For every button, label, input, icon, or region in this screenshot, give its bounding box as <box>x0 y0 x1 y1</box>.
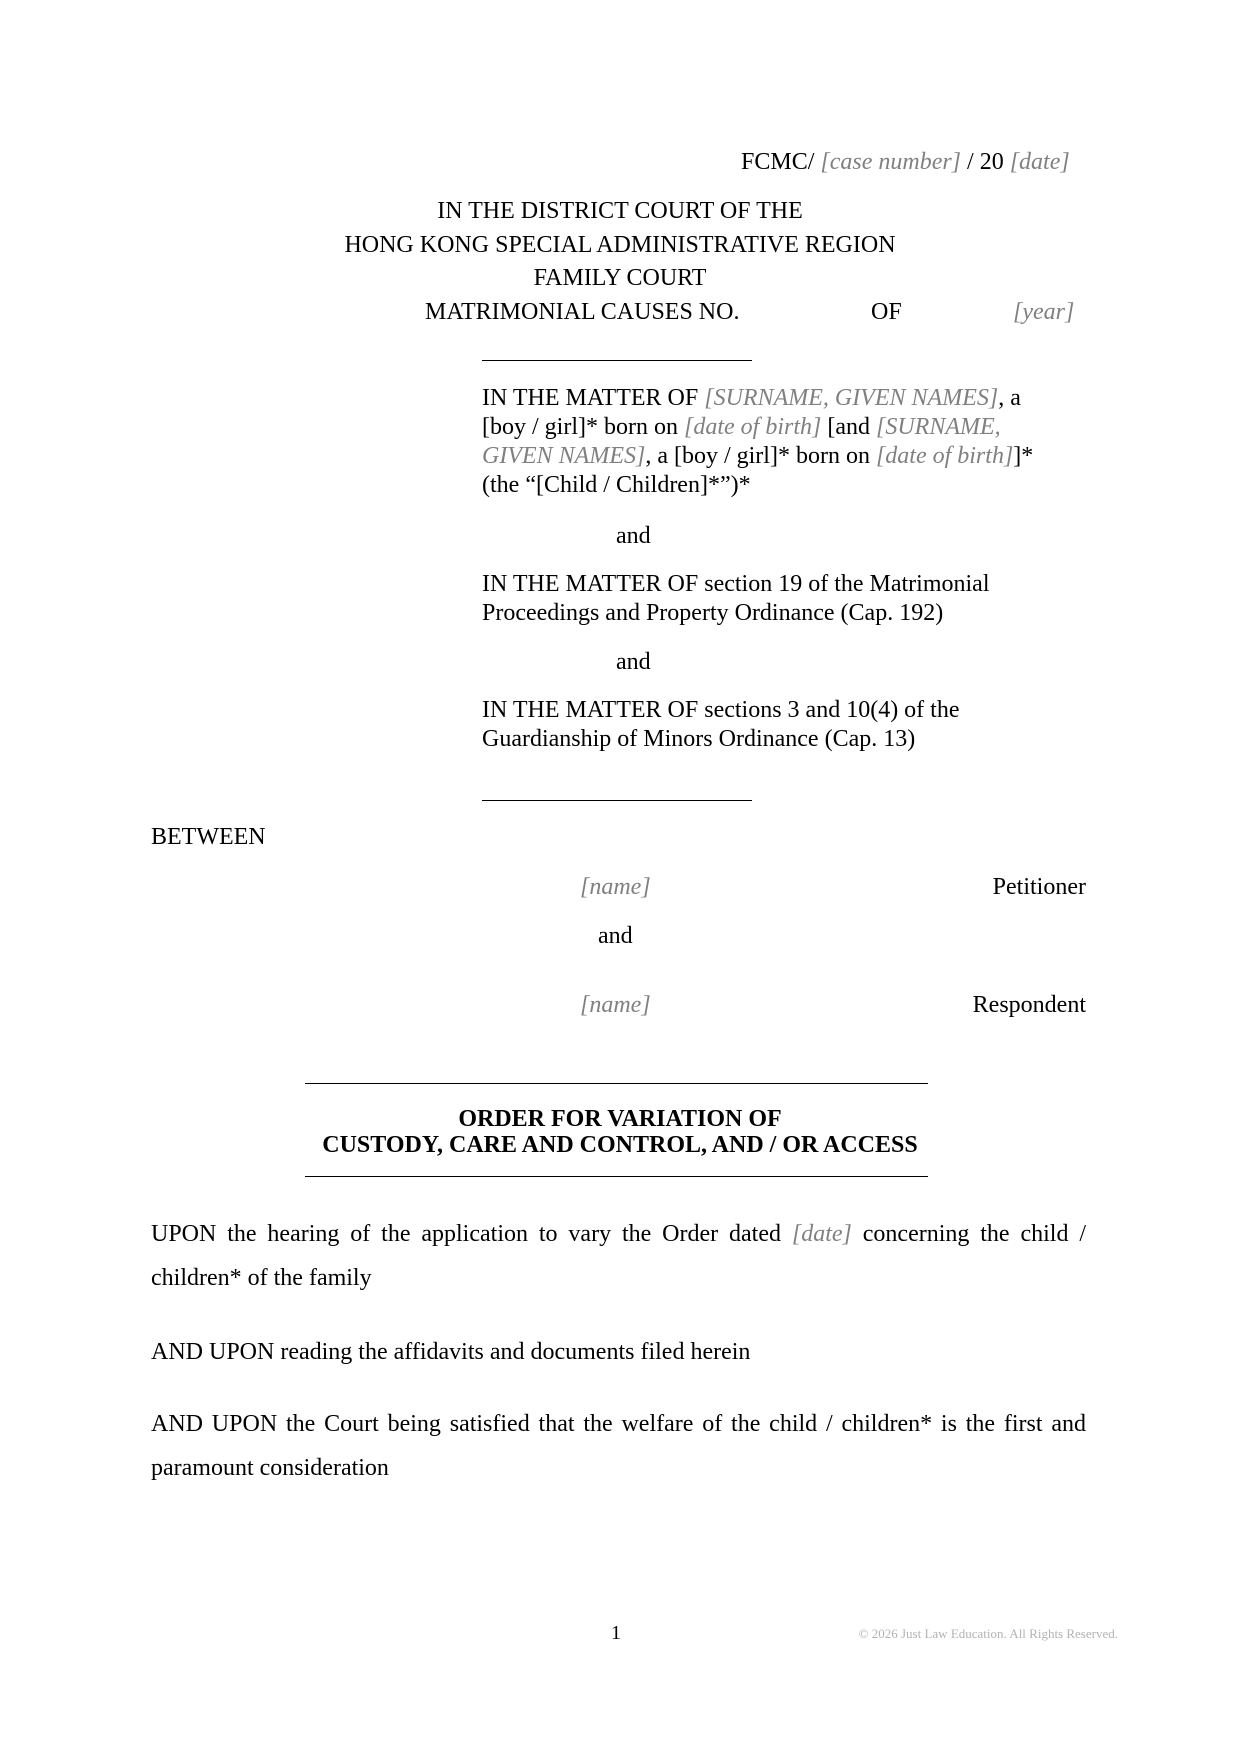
of-label: OF <box>871 299 902 325</box>
matter-gmo-line1: IN THE MATTER OF sections 3 and 10(4) of the <box>482 697 960 723</box>
matter-text: [boy / girl]* born on <box>482 414 684 440</box>
case-reference <box>741 148 1070 177</box>
court-header-line1: IN THE DISTRICT COURT OF THE <box>437 198 803 224</box>
case-number-placeholder: [case number] <box>820 149 962 175</box>
page-number: 1 <box>611 1622 621 1644</box>
dob-placeholder: [date of birth] <box>683 414 822 440</box>
matter-text: [and <box>821 414 876 440</box>
title-rule-top <box>305 1083 928 1084</box>
matter-text: , a <box>998 385 1021 411</box>
recital-hearing <box>151 1212 1086 1300</box>
child-name-placeholder: GIVEN NAMES] <box>482 443 646 469</box>
matter-children-line2 <box>482 413 1082 442</box>
matter-children <box>482 384 1082 500</box>
matter-children-line4: (the “[Child / Children]*”)* <box>482 472 751 498</box>
recital-welfare: AND UPON the Court being satisfied that the welfare of the child / children* is the first and paramount consideration <box>151 1411 1086 1481</box>
recital-affidavits: AND UPON reading the affidavits and documents filed herein <box>151 1339 751 1365</box>
matter-mppo <box>482 570 1082 628</box>
case-date-placeholder: [date] <box>1009 149 1070 175</box>
matter-children-line1 <box>482 384 1082 413</box>
order-title-line1: ORDER FOR VARIATION OF <box>458 1106 782 1132</box>
child-name-placeholder: [SURNAME, <box>875 414 1001 440</box>
header-divider-bottom <box>482 800 752 801</box>
case-year-separator: / 20 <box>967 149 1004 175</box>
respondent-role: Respondent <box>972 992 1086 1018</box>
and-connector: and <box>616 649 651 675</box>
order-title-line2: CUSTODY, CARE AND CONTROL, AND / OR ACCESS <box>322 1132 918 1158</box>
matter-text: ]* <box>1013 443 1034 469</box>
recital-text: UPON the hearing of the application to vary the Order dated <box>151 1221 792 1247</box>
petitioner-role: Petitioner <box>992 874 1086 900</box>
case-prefix: FCMC/ <box>741 149 815 175</box>
matter-text: , a [boy / girl]* born on <box>645 443 876 469</box>
matter-text: IN THE MATTER OF <box>482 385 705 411</box>
dob-placeholder: [date of birth] <box>875 443 1014 469</box>
respondent-name-placeholder: [name] <box>580 992 651 1018</box>
matrimonial-causes-label: MATRIMONIAL CAUSES NO. <box>425 299 740 325</box>
court-header-line2: HONG KONG SPECIAL ADMINISTRATIVE REGION <box>344 232 896 258</box>
order-date-placeholder: [date] <box>791 1221 852 1247</box>
petitioner-name-placeholder: [name] <box>580 874 651 900</box>
court-header-line3: FAMILY COURT <box>533 265 707 291</box>
year-placeholder: [year] <box>1013 299 1075 325</box>
header-divider-top <box>482 360 752 361</box>
title-rule-bottom <box>305 1176 928 1177</box>
recital-text: concerning the child / children* of the family <box>151 1221 1087 1291</box>
matter-mppo-line2: Proceedings and Property Ordinance (Cap. 192) <box>482 600 944 626</box>
matter-mppo-line1: IN THE MATTER OF section 19 of the Matrimonial <box>482 571 990 597</box>
matter-gmo-line2: Guardianship of Minors Ordinance (Cap. 13) <box>482 726 916 752</box>
copyright-notice: © 2026 Just Law Education. All Rights Reserved. <box>858 1626 1118 1641</box>
and-connector: and <box>616 523 651 549</box>
child-name-placeholder: [SURNAME, GIVEN NAMES] <box>704 385 999 411</box>
between-label: BETWEEN <box>151 824 266 850</box>
order-title <box>250 1106 990 1158</box>
matter-children-line3 <box>482 442 1082 471</box>
parties-and: and <box>598 923 633 949</box>
matter-gmo <box>482 696 1082 754</box>
